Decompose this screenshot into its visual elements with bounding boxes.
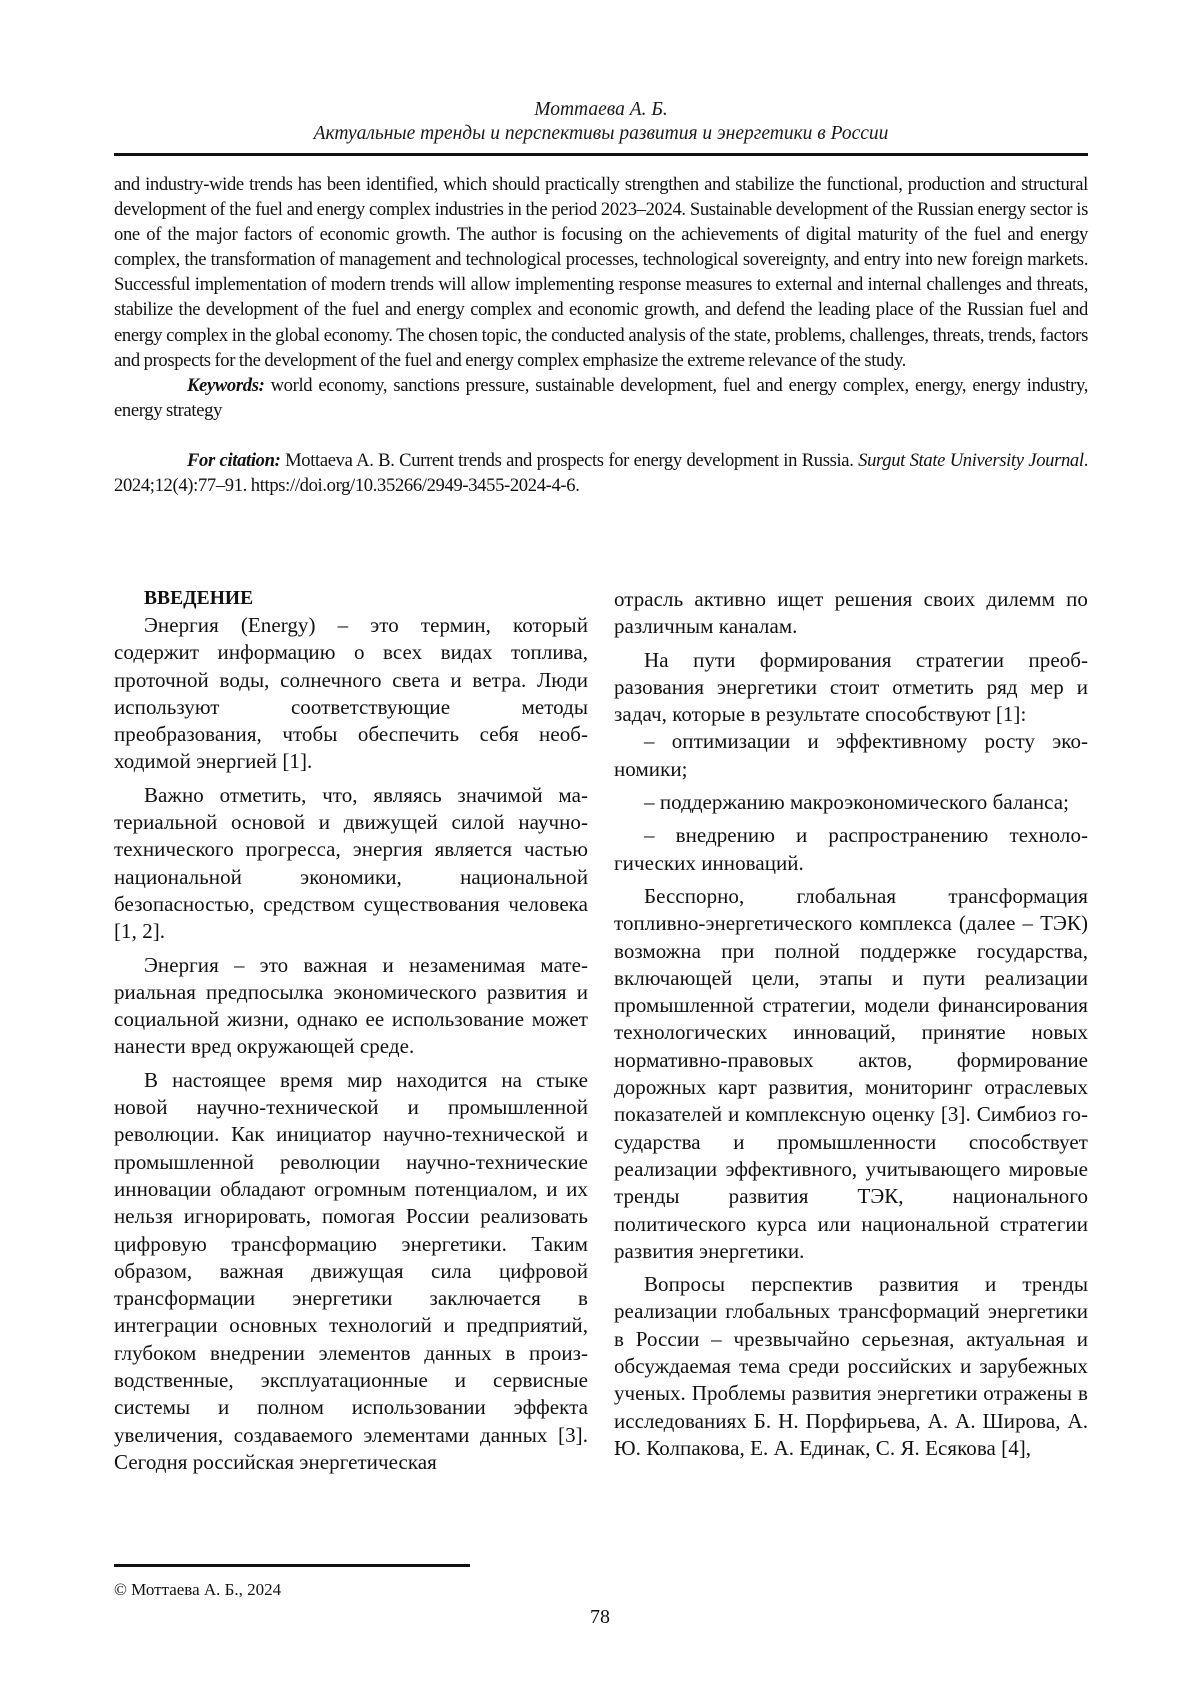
paragraph: На пути формирования стратегии преобразования энергетики стоит отметить ряд мер и задач, которые в результате способствуют [1]:	[614, 647, 1088, 727]
running-header	[114, 98, 1088, 146]
copyright-notice: © Моттаева А. Б., 2024	[114, 1580, 282, 1599]
footnote-rule	[114, 1564, 470, 1567]
paragraph: Энергия (Energy) – это термин, который содержит информацию о всех видах топлива, проточной воды, солнечного света и ветра. Люди используют соответствующие методы преобразования, чтобы обеспечить себя необходимой энергией [1].	[114, 613, 588, 774]
citation-rest: . 2024;12(4):77–91. https://doi.org/10.35266/2949-3455-2024-4-6.	[114, 449, 1089, 497]
citation-text: Mottaeva A. B. Current trends and prospects for energy development in Russia.	[280, 449, 859, 471]
paragraph: В настоящее время мир находится на стыке новой научно-технической и промышленной революции. Как инициатор научно-технической и промышленной революции научно-технические инновации обладают огромным потенциалом, и их нельзя игнорировать, помогая России реализовать цифровую трансформацию энергетики. Таким образом, важная движущая сила цифровой трансформации энергетики заключается в интеграции основных технологий и предприятий, глубоком внедрении элементов данных в производственные, эксплуатационные и сервисные системы и полном использовании эффекта увеличения, создаваемого элементами данных [3]. Сегодня российская энергетическая	[114, 1067, 588, 1474]
keywords-list: world economy, sanctions pressure, sustainable development, fuel and energy complex, energy, energy industry, energy strategy	[114, 374, 1088, 421]
header-rule	[114, 153, 1088, 156]
page-number: 78	[590, 1606, 610, 1628]
paragraph: Важно отметить, что, являясь значимой материальной основой и движущей силой научно-технического прогресса, энергия является частью национальной экономики, национальной безопасностью, средством существования человека [1, 2].	[114, 782, 588, 944]
list-item: – внедрению и распространению технологических инноваций.	[614, 823, 1088, 875]
abstract-text: and industry-wide trends has been identified, which should practically strengthen and stabilize the functional, production and structural development of the fuel and energy complex industries in the period 2023–2024. Sustainable development of the Russian energy sector is one of the major factors of economic growth. The author is focusing on the achievements of digital maturity of the fuel and energy complex, the transformation of management and technological processes, technological sovereignty, and entry into new foreign markets. Successful implementation of modern trends will allow implementing response measures to external and internal challenges and threats, stabilize the development of the fuel and energy complex and economic growth, and defend the leading place of the Russian fuel and energy complex in the global economy. The chosen topic, the conducted analysis of the state, problems, challenges, threats, trends, factors and prospects for the development of the fuel and energy complex emphasize the extreme relevance of the study.	[114, 174, 1088, 371]
list-item: – поддержанию макроэкономического баланса;	[644, 790, 1070, 815]
citation-label: For citation:	[187, 449, 281, 471]
keywords	[114, 373, 1088, 423]
left-column	[114, 586, 588, 1476]
paragraph-continuation: отрасль активно ищет решения своих дилемм по различным каналам.	[614, 587, 1088, 639]
paragraph: Вопросы перспектив развития и тренды реализации глобальных трансформаций энергетики в России – чрезвычайно серьезная, актуальная и обсуждаемая тема среди российских и зарубежных ученых. Проблемы развития энергетики отражены в исследованиях Б. Н. Порфирьева, А. А. Широва, А. Ю. Колпакова, Е. А. Единак, С. Я. Есякова [4],	[614, 1272, 1088, 1460]
list-item: – оптимизации и эффективному росту экономики;	[614, 729, 1088, 781]
keywords-label: Keywords:	[187, 374, 265, 396]
paragraph: Энергия – это важная и незаменимая материальная предпосылка экономического развития и социальной жизни, однако ее использование может нанести вред окружающей среде.	[114, 952, 588, 1059]
section-heading: ВВЕДЕНИЕ	[144, 588, 254, 609]
paragraph: Бесспорно, глобальная трансформация топливно-энергетического комплекса (далее – ТЭК) возможна при полной поддержке государства, включающей цели, этапы и пути реализации промышленной стратегии, модели финансирования технологических инноваций, принятие новых нормативно-правовых актов, формирование дорожных карт развития, мониторинг отраслевых показателей и комплексную оценку [3]. Симбиоз государства и промышленности способствует реализации эффективного, учитывающего мировые тренды развития ТЭК, национального политического курса или национальной стратегии развития энергетики.	[614, 883, 1088, 1263]
header-author: Моттаева А. Б.	[534, 99, 668, 120]
header-title: Актуальные тренды и перспективы развития и энергетики в России	[313, 123, 889, 144]
abstract-block	[114, 172, 1088, 498]
right-column	[614, 586, 1088, 1462]
citation-journal: Surgut State University Journal	[858, 449, 1084, 471]
citation	[114, 448, 1088, 498]
